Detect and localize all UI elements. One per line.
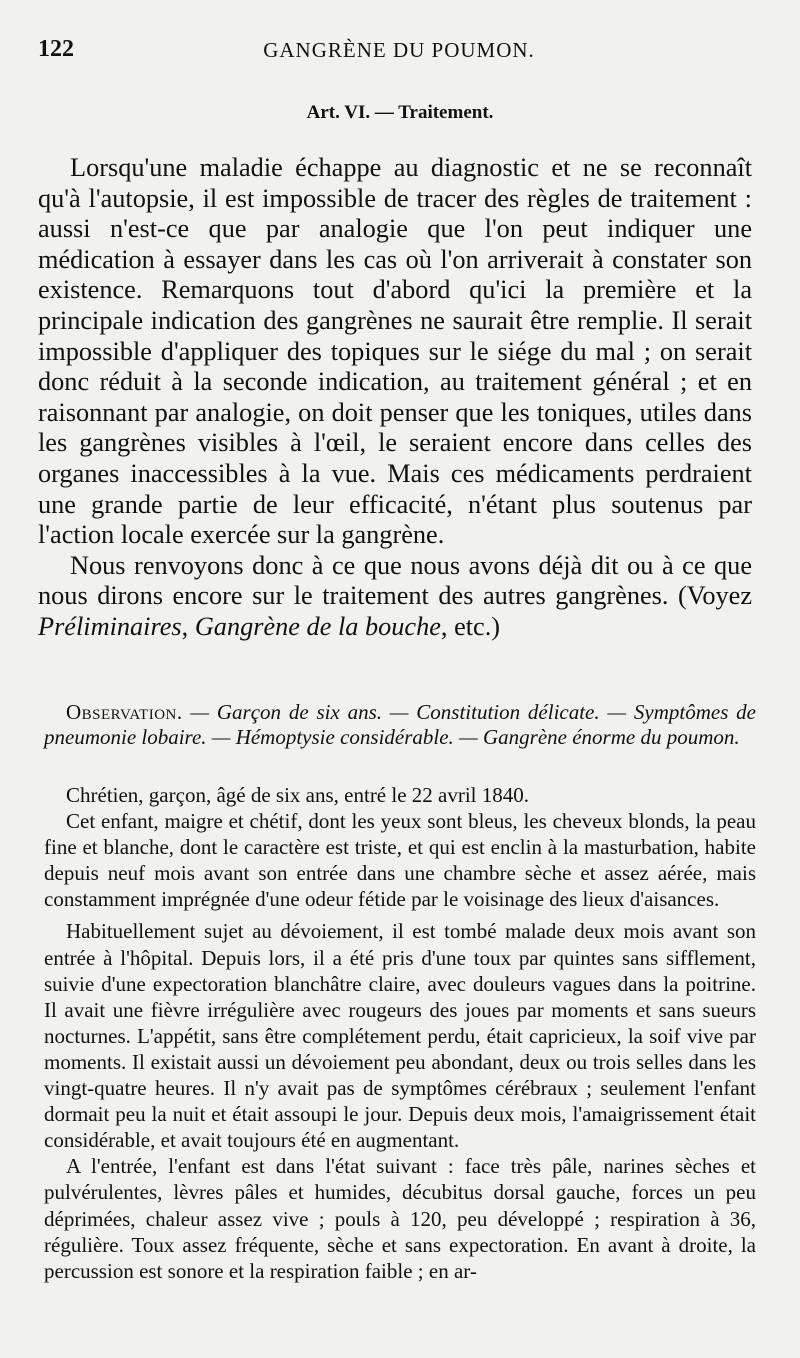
observation-paragraph-4: A l'entrée, l'enfant est dans l'état suivant : face très pâle, narines sèches et pulvérulentes, lèvres pâles et humides, décubitus dorsal gauche, forces un peu déprimées, chaleur assez vive ; pouls à 120, peu développé ; respiration à 36, régulière. Toux assez fréquente, sèche et sans expectoration. En avant à droite, la percussion est sonore et la respiration faible ; en ar- [44,1154,756,1283]
running-title: GANGRÈNE DU POUMON. [263,38,535,62]
treatment-text [38,153,752,643]
observation-summary: — Garçon de six ans. — Constitution délicate. — Symptômes de pneumonie lobaire. — Hémoptysie considérable. — Gangrène énorme du poumon. [44,700,756,750]
observation-label: Observation. [66,700,183,724]
page-number: 122 [38,36,74,62]
observation-paragraph-1: Chrétien, garçon, âgé de six ans, entré le 22 avril 1840. [66,783,530,807]
treatment-p2-text: Nous renvoyons donc à ce que nous avons déjà dit ou à ce que nous dirons encore sur le traitement des autres gangrènes. (Voyez [38,550,752,611]
observation-paragraph-3: Habituellement sujet au dévoiement, il est tombé malade deux mois avant son entrée à l'hôpital. Depuis lors, il a été pris d'une toux par quintes sans sifflement, suivie d'une expectoration blanchâtre claire, avec douleurs vagues dans la poitrine. Il avait une fièvre irrégulière avec rougeurs des joues par moments et sans sueurs nocturnes. L'appétit, sans être complétement perdu, était capricieux, la soif vive par moments. Il existait aussi un dévoiement peu abondant, deux ou trois selles dans les vingt-quatre heures. Il n'y avait pas de symptômes cérébraux ; seulement l'enfant dormait peu la nuit et était assoupi le jour. Depuis deux mois, l'amaigrissement était considérable, et avait toujours été en augmentant. [44,919,756,1153]
observation-text [44,782,756,1284]
reference-separator: , [181,611,195,641]
treatment-paragraph-1: Lorsqu'une maladie échappe au diagnostic et ne se reconnaît qu'à l'autopsie, il est impossible de tracer des règles de traitement : aussi n'est-ce que par analogie que l'on peut indiquer une médication à essayer dans les cas où l'on arriverait à constater son existence. Remarquons tout d'abord qu'ici la première et la principale indication des gangrènes ne saurait être remplie. Il serait impossible d'appliquer des topiques sur le siége du mal ; on serait donc réduit à la seconde indication, au traitement général ; et en raisonnant par analogie, on doit penser que les toniques, utiles dans les gangrènes visibles à l'œil, le seraient encore dans celles des organes inaccessibles à la vue. Mais ces médicaments perdraient une grande partie de leur efficacité, n'étant plus soutenus par l'action locale exercée sur la gangrène. [38,153,752,550]
observation-block [44,700,756,751]
reference-preliminaires: Préliminaires [38,611,182,641]
treatment-paragraph-2 [38,551,752,643]
observation-heading [44,700,756,751]
reference-gangrene-bouche: Gangrène de la bouche [194,611,441,641]
observation-paragraph-2: Cet enfant, maigre et chétif, dont les yeux sont bleus, les cheveux blonds, la peau fine et blanche, dont le caractère est triste, et qui est enclin à la masturbation, habite depuis neuf mois avant son entrée dans une chambre sèche et assez aérée, mais constamment imprégnée d'une odeur fétide par le voisinage des lieux d'aisances. [44,809,756,912]
section-heading: Art. VI. — Traitement. [306,102,494,123]
page-header [38,36,760,66]
treatment-p2-end: , etc.) [440,611,501,641]
